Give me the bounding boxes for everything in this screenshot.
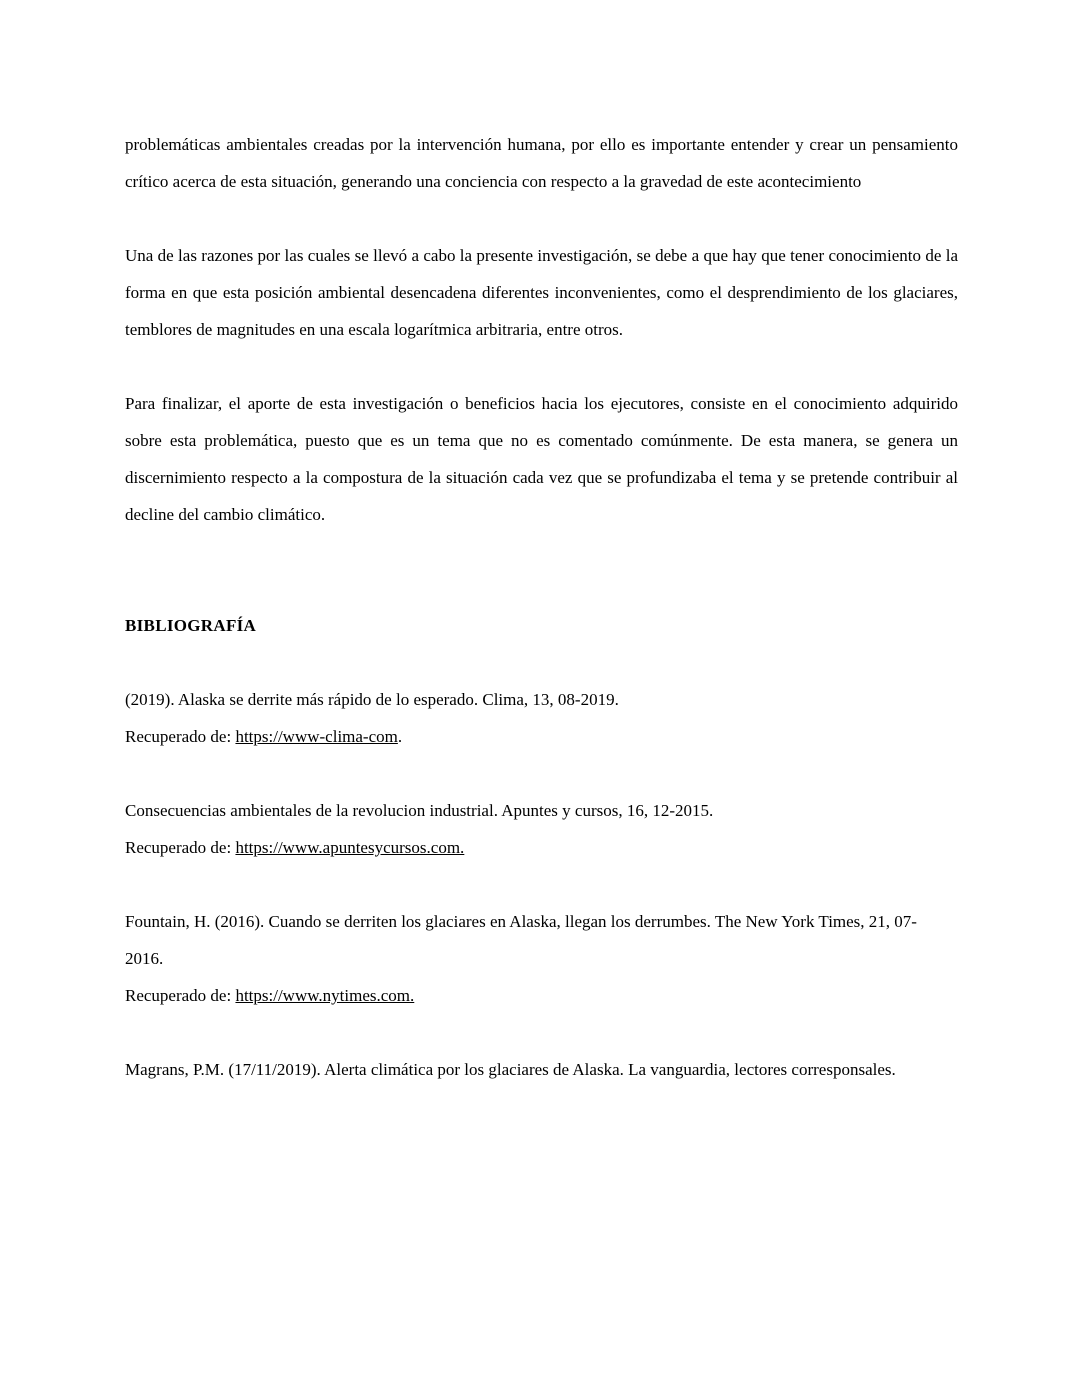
bibliography-entry <box>125 792 958 866</box>
retrieved-line <box>125 718 958 755</box>
retrieved-prefix: Recuperado de: <box>125 838 236 857</box>
paragraph-3: Para finalizar, el aporte de esta investigación o beneficios hacia los ejecutores, consiste en el conocimiento adquirido sobre esta problemática, puesto que es un tema que no es comentado comúnmente. De esta manera, se genera un discernimiento respecto a la compostura de la situación cada vez que se profundizaba el tema y se pretende contribuir al decline del cambio climático. <box>125 394 958 524</box>
bibliography-entry <box>125 1051 958 1088</box>
hyperlink[interactable]: https://www.nytimes.com. <box>235 986 415 1005</box>
retrieved-prefix: Recuperado de: <box>125 727 236 746</box>
bibliography-heading: BIBLIOGRAFÍA <box>125 616 257 635</box>
paragraph-2: Una de las razones por las cuales se llevó a cabo la presente investigación, se debe a que hay que tener conocimiento de la forma en que esta posición ambiental desencadena diferentes inconvenientes, como el desprendimiento de los glaciares, temblores de magnitudes en una escala logarítmica arbitraria, entre otros. <box>125 246 958 339</box>
bibliography-entry <box>125 903 958 1014</box>
citation-text: Consecuencias ambientales de la revolucion industrial. Apuntes y cursos, 16, 12-2015. <box>125 801 714 820</box>
paragraph-1: problemáticas ambientales creadas por la intervención humana, por ello es importante entender y crear un pensamiento crítico acerca de esta situación, generando una conciencia con respecto a la gravedad de este acontecimiento <box>125 135 958 191</box>
retrieved-prefix: Recuperado de: <box>125 986 236 1005</box>
citation-text: Fountain, H. (2016). Cuando se derriten los glaciares en Alaska, llegan los derrumbes. The New York Times, 21, 07- 2016. <box>125 912 917 968</box>
retrieved-line <box>125 829 958 866</box>
hyperlink[interactable]: https://www.apuntesycursos.com. <box>235 838 465 857</box>
bibliography-entry <box>125 681 958 755</box>
hyperlink[interactable]: https://www-clima-com <box>235 727 398 746</box>
body-paragraphs <box>125 126 958 533</box>
retrieved-suffix: . <box>397 727 403 746</box>
retrieved-line <box>125 977 958 1014</box>
citation-text: (2019). Alaska se derrite más rápido de lo esperado. Clima, 13, 08-2019. <box>125 690 619 709</box>
bibliography-entries <box>125 681 958 1088</box>
citation-text: Magrans, P.M. (17/11/2019). Alerta climática por los glaciares de Alaska. La vanguardia, lectores corresponsales. <box>125 1060 896 1079</box>
